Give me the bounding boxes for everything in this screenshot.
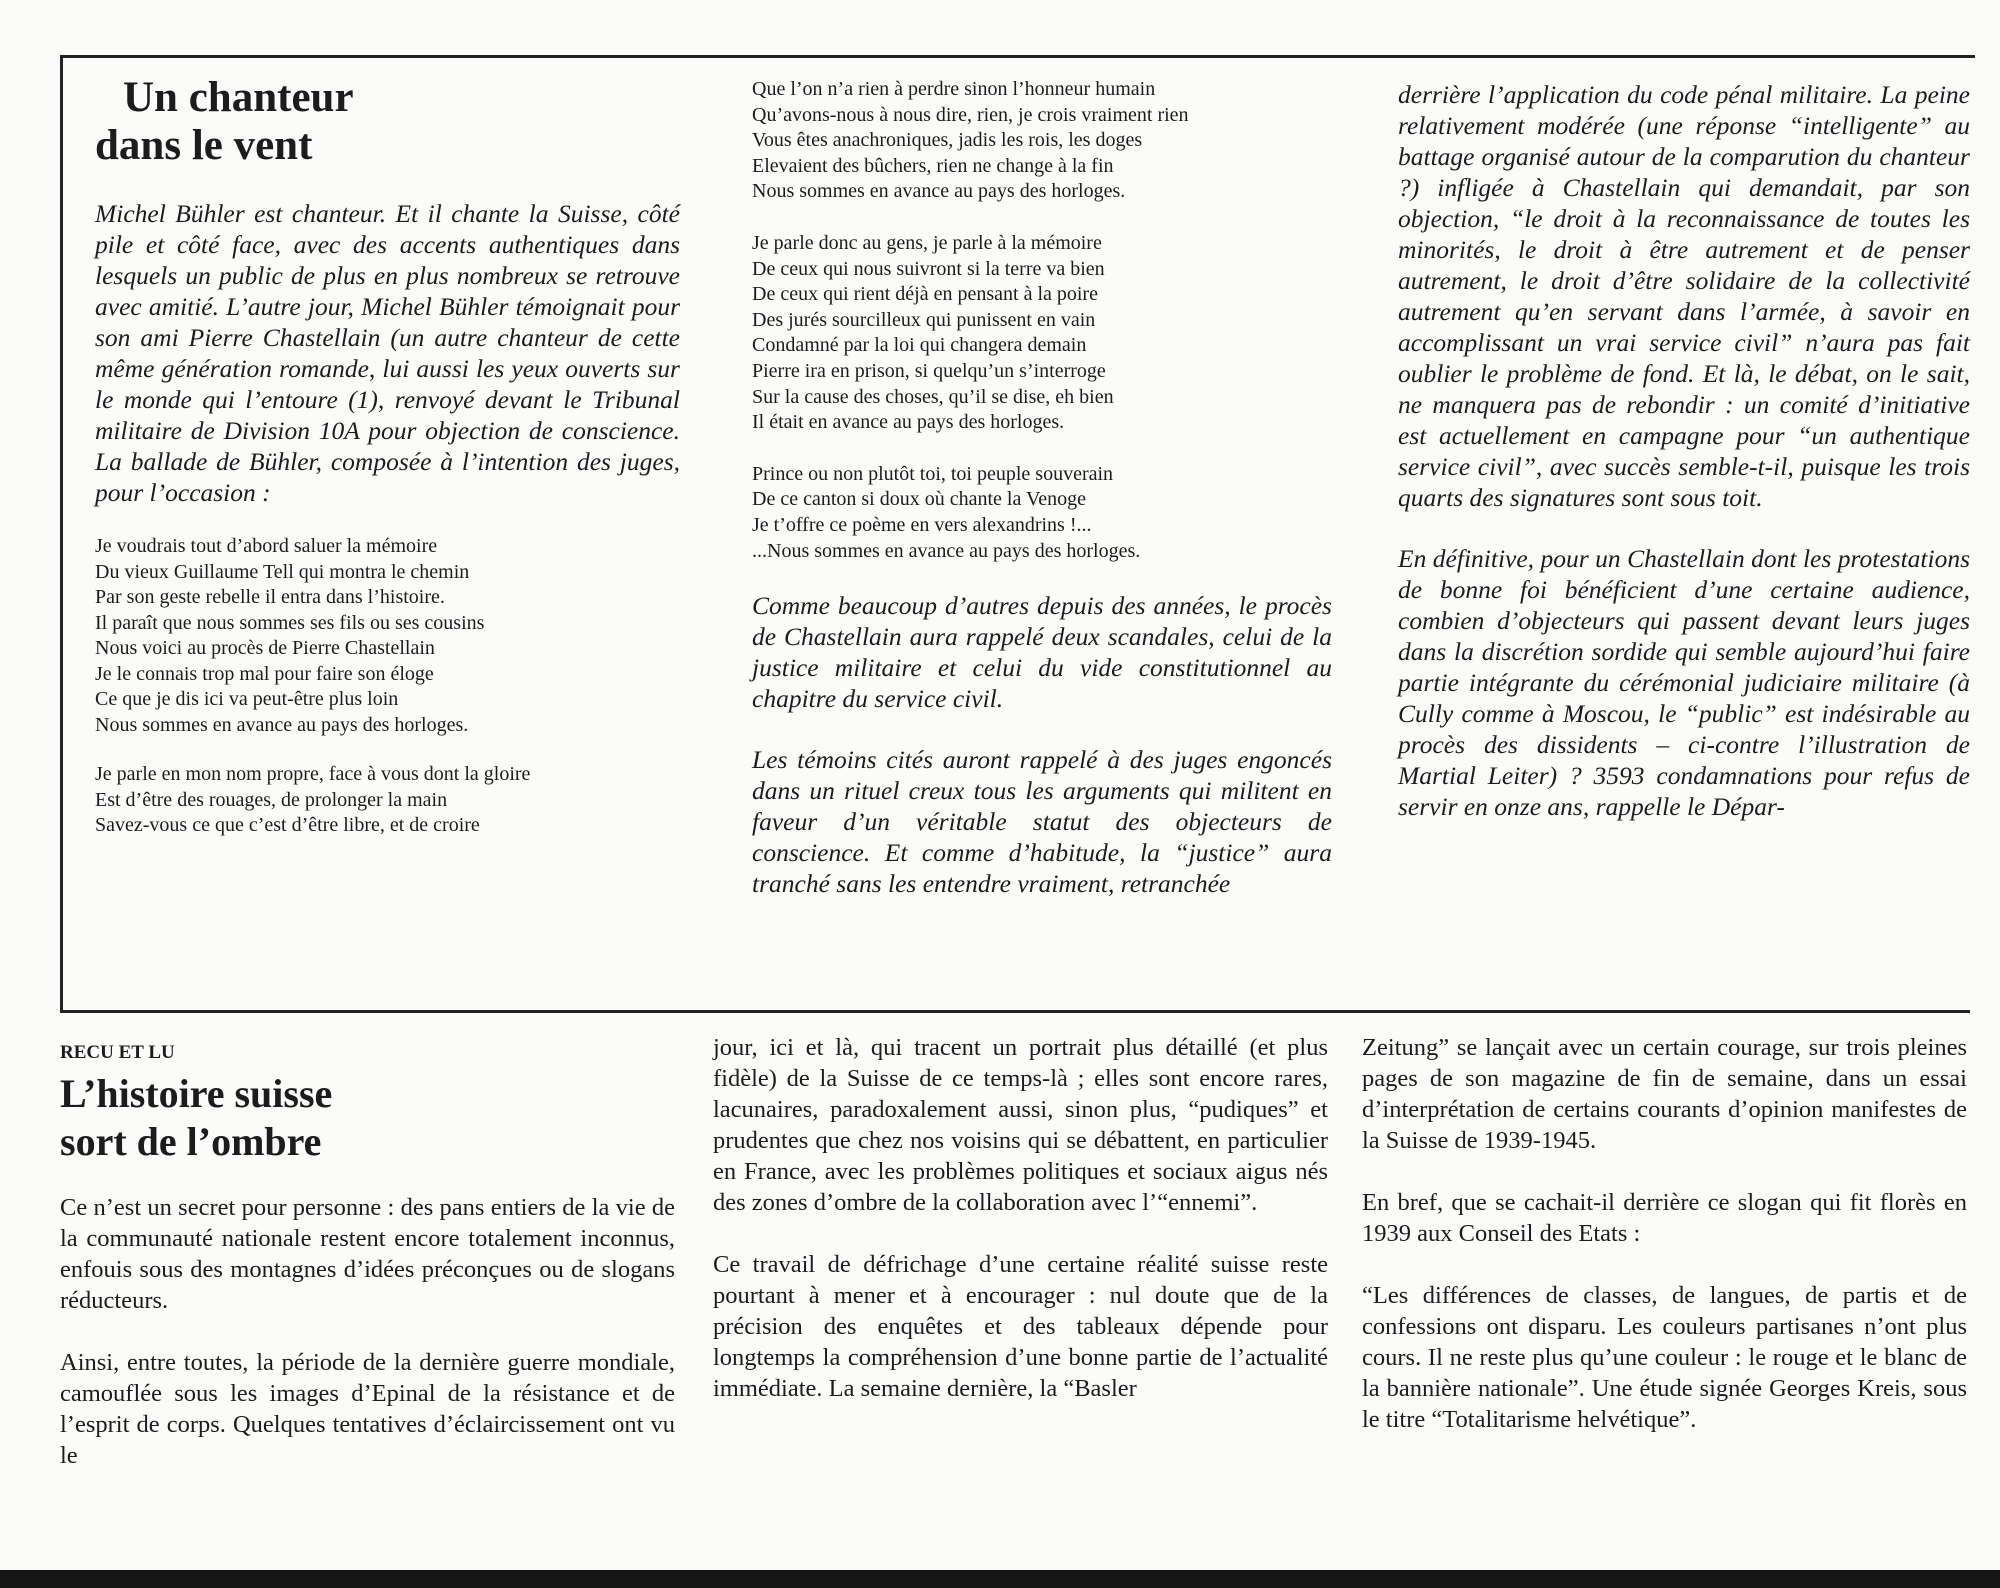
article1-column3 bbox=[1398, 79, 1970, 852]
poem-stanza2-continued bbox=[752, 77, 1332, 205]
article2-paragraph1: Ce n’est un secret pour personne : des pans entiers de la vie de la communauté nationale restent encore totalement inconnus, enfouis sous des montagnes d’idées préconçues ou de slogans réducteurs. bbox=[60, 1194, 675, 1314]
article2-paragraph2: Ainsi, entre toutes, la période de la dernière guerre mondiale, camouflée sous les images d’Epinal de la résistance et de l’esprit de corps. Quelques tentatives d’éclaircissement ont vu le bbox=[60, 1349, 675, 1469]
poem-line: Du vieux Guillaume Tell qui montra le chemin bbox=[95, 560, 470, 583]
article1-paragraph2: Comme beaucoup d’autres depuis des années, le procès de Chastellain aura rappelé deux scandales, celui de la justice militaire et celui du vide constitutionnel au chapitre du service civil. bbox=[752, 591, 1332, 714]
page-bottom-edge bbox=[0, 1570, 2000, 1588]
poem-stanza3 bbox=[752, 231, 1332, 436]
poem-line: Nous voici au procès de Pierre Chastellain bbox=[95, 637, 435, 659]
poem-line: Vous êtes anachroniques, jadis les rois, les doges bbox=[752, 129, 1143, 152]
article2-paragraph7: “Les différences de classes, de langues, de partis et de confessions ont disparu. Les couleurs partisanes n’ont plus cours. Il ne reste plus qu’une couleur : le rouge et le blanc de la bannière nationale”. Une étude signée Georges Kreis, sous le titre “Totalitarisme helvétique”. bbox=[1362, 1282, 1967, 1433]
article1-column2 bbox=[752, 77, 1332, 929]
poem-stanza1 bbox=[95, 534, 680, 738]
poem-line: Ce que je dis ici va peut-être plus loin bbox=[95, 688, 399, 710]
poem-line: De ceux qui nous suivront si la terre va bien bbox=[752, 257, 1105, 280]
poem-line: Pierre ira en prison, si quelqu’un s’interroge bbox=[752, 359, 1106, 382]
article2-paragraph4: Ce travail de défrichage d’une certaine réalité suisse reste pourtant à mener et à encourager : nul doute que de la précision des enquêtes et des tableaux dépende pour longtemps la compréhension d’une bonne partie de l’actualité immédiate. La semaine dernière, la “Basler bbox=[713, 1251, 1328, 1402]
article2-kicker: RECU ET LU bbox=[60, 1042, 175, 1063]
poem-line: Prince ou non plutôt toi, toi peuple souverain bbox=[752, 462, 1114, 485]
article1-title bbox=[95, 74, 680, 170]
poem-line: Savez-vous ce que c’est d’être libre, et de croire bbox=[95, 814, 480, 836]
article2-title bbox=[60, 1070, 675, 1166]
article2-column3 bbox=[1362, 1032, 1967, 1466]
poem-line: Je t’offre ce poème en vers alexandrins !... bbox=[752, 513, 1092, 536]
poem-line: Condamné par la loi qui changera demain bbox=[752, 334, 1087, 357]
poem-line: Par son geste rebelle il entra dans l’histoire. bbox=[95, 586, 445, 608]
poem-line: Je voudrais tout d’abord saluer la mémoire bbox=[95, 535, 438, 557]
poem-line: Elevaient des bûchers, rien ne change à la fin bbox=[752, 154, 1114, 177]
article2-title-line1: L’histoire suisse bbox=[60, 1071, 333, 1116]
article1-paragraph5: En définitive, pour un Chastellain dont les protestations de bonne foi bénéficient d’une certaine audience, combien d’objecteurs qui passent devant leurs juges dans la discrétion sordide qui semble aujourd’hui faire partie intégrante du cérémonial judiciaire militaire (à Cully comme à Moscou, le “public” est indésirable au procès des dissidents – ci-contre l’illustration de Martial Leiter) ? 3593 condamnations pour refus de servir en onze ans, rappelle le Dépar- bbox=[1398, 544, 1970, 821]
poem-line: Il paraît que nous sommes ses fils ou ses cousins bbox=[95, 611, 485, 634]
article2-paragraph5: Zeitung” se lançait avec un certain courage, sur trois pleines pages de son magazine de fin de semaine, dans un essai d’interprétation de certains courants d’opinion manifestes de la Suisse de 1939-1945. bbox=[1362, 1034, 1967, 1154]
article2-title-line2: sort de l’ombre bbox=[60, 1119, 322, 1164]
article2-column1 bbox=[60, 1032, 675, 1502]
article1-intro: Michel Bühler est chanteur. Et il chante la Suisse, côté pile et côté face, avec des accents authentiques dans lesquels un public de plus en plus nombreux se retrouve avec amitié. L’autre jour, Michel Bühler témoignait pour son ami Pierre Chastellain (un autre chanteur de cette même génération romande, lui aussi les yeux ouverts sur le monde qui l’entoure (1), renvoyé devant le Tribunal militaire de Division 10A pour objection de conscience. La ballade de Bühler, composée à l’intention des juges, pour l’occasion : bbox=[95, 199, 680, 507]
article1-column1 bbox=[95, 74, 680, 863]
article1-paragraph3: Les témoins cités auront rappelé à des juges engoncés dans un rituel creux tous les arguments qui militent en faveur d’un véritable statut des objecteurs de conscience. Et comme d’habitude, la “justice” aura tranché sans les entendre vraiment, retranchée bbox=[752, 745, 1332, 899]
poem-line: ...Nous sommes en avance au pays des horloges. bbox=[752, 539, 1141, 562]
poem-line: Nous sommes en avance au pays des horloges. bbox=[752, 180, 1126, 203]
poem-line: Je parle donc au gens, je parle à la mémoire bbox=[752, 231, 1102, 254]
poem-line: Qu’avons-nous à nous dire, rien, je crois vraiment rien bbox=[752, 103, 1189, 126]
article2-paragraph3: jour, ici et là, qui tracent un portrait plus détaillé (et plus fidèle) de la Suisse de ce temps-là ; elles sont encore rares, lacunaires, paradoxalement aussi, sinon plus, “pudiques” et prudentes que chez nos voisins qui se débattent, en particulier en France, avec les problèmes politiques et sociaux aigus nés des zones d’ombre de la collaboration avec l’“ennemi”. bbox=[713, 1034, 1328, 1216]
poem-line: Est d’être des rouages, de prolonger la main bbox=[95, 788, 448, 811]
poem-line: Que l’on n’a rien à perdre sinon l’honneur humain bbox=[752, 78, 1156, 100]
article1-title-line1: Un chanteur bbox=[123, 74, 354, 121]
poem-line: De ceux qui rient déjà en pensant à la poire bbox=[752, 283, 1098, 306]
article2-column2 bbox=[713, 1032, 1328, 1435]
poem-stanza2 bbox=[95, 762, 680, 839]
poem-line: Je parle en mon nom propre, face à vous dont la gloire bbox=[95, 763, 531, 785]
article1-title-line2: dans le vent bbox=[95, 122, 313, 169]
poem-line: Nous sommes en avance au pays des horloges. bbox=[95, 713, 469, 736]
poem-line: Sur la cause des choses, qu’il se dise, eh bien bbox=[752, 385, 1114, 408]
poem-line: Des jurés sourcilleux qui punissent en vain bbox=[752, 308, 1096, 331]
poem-line: Il était en avance au pays des horloges. bbox=[752, 411, 1065, 434]
poem-stanza4 bbox=[752, 462, 1332, 564]
poem-line: De ce canton si doux où chante la Venoge bbox=[752, 488, 1086, 511]
article1-paragraph4: derrière l’application du code pénal militaire. La peine relativement modérée (une réponse “intelligente” au battage organisé autour de la comparution du chanteur ?) infligée à Chastellain qui demandait, par son objection, “le droit à la reconnaissance de toutes les minorités, le droit à être autrement et de penser autrement, le droit d’être solidaire de la collectivité autrement qu’en servant dans l’armée, à savoir en accomplissant un vrai service civil” n’aura pas fait oublier le problème de fond. Et là, le débat, on le sait, ne manquera pas de rebondir : un comité d’initiative est actuellement en campagne pour “un authentique service civil”, avec succès semble-t-il, puisque les trois quarts des signatures sont sous toit. bbox=[1398, 80, 1970, 512]
poem-line: Je le connais trop mal pour faire son éloge bbox=[95, 662, 434, 685]
article2-paragraph6: En bref, que se cachait-il derrière ce slogan qui fit florès en 1939 aux Conseil des Etats : bbox=[1362, 1189, 1967, 1247]
